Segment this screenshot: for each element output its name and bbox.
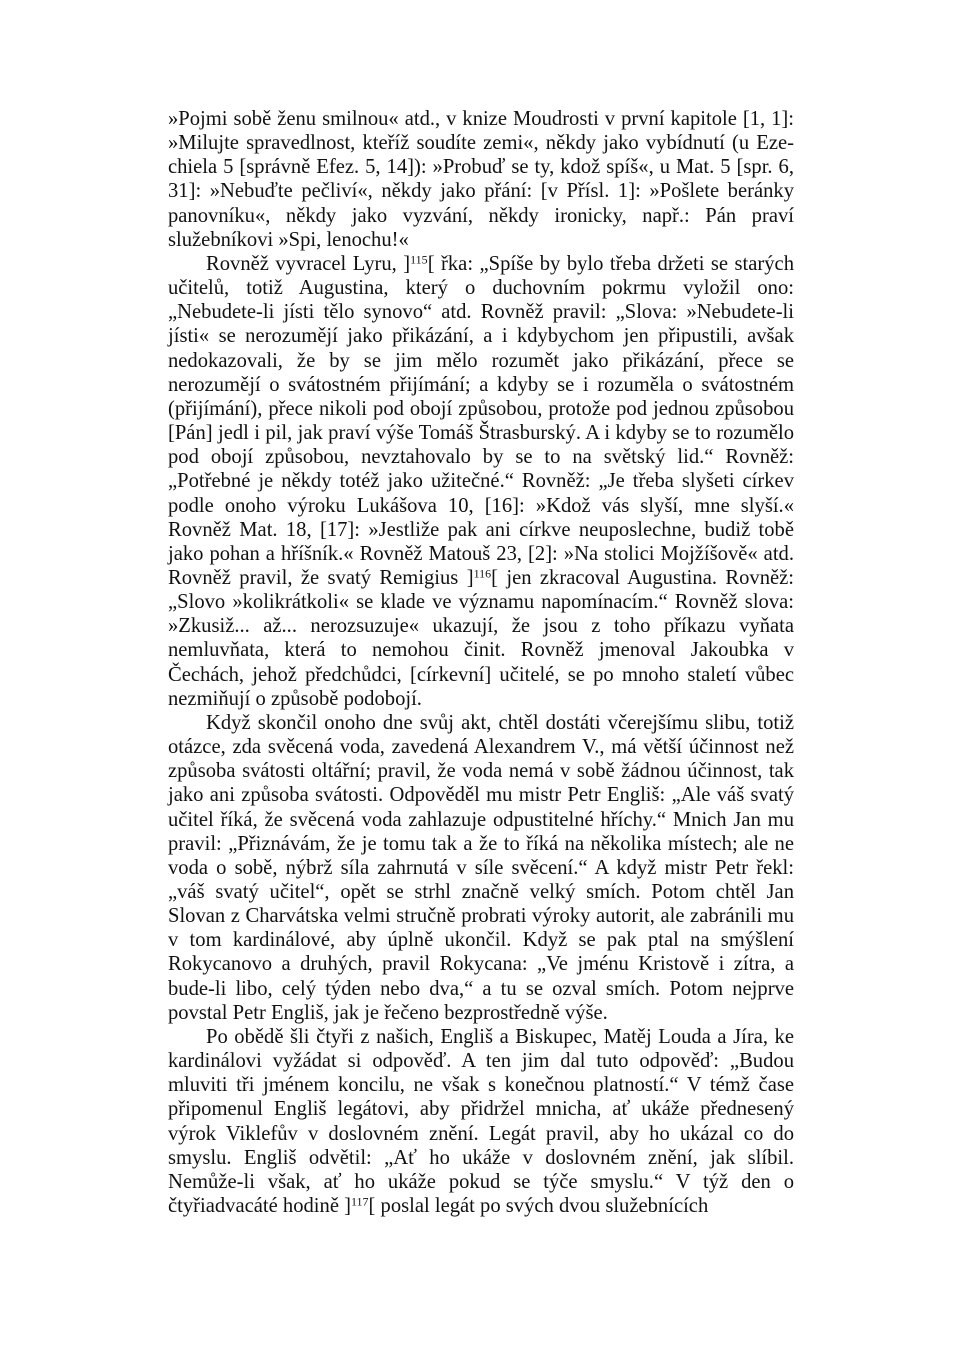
- text-segment: [ řka: „Spíše by bylo třeba držeti se starých učitelů, totiž Augustina, který o duchovním pokrmu vyložil ono: „Nebudete-li jísti tělo synovo“ atd. Rovněž pravil: „Slova: »Nebudete-li jísti« se nerozumějí jako přikázání, a i kdybychom jen připustili, avšak nedokazovali, že by se jim mělo rozumět jako přikázání, přece se nerozumějí o svátostném přijímání; a kdyby se i rozuměla o svátostném (přijímání), přece nikoli pod obojí způsobou, protože pod jednou způsobou [Pán] jedl i pil, jak praví výše Tomáš Štrasburský. A i kdyby se to rozumělo pod obojí způsobou, nevztahovalo by se to na světský lid.“ Rovněž: „Potřebné je někdy totéž jako užitečné.“ Rovněž: „Je třeba slyšeti církev podle onoho výroku Lukášova 10, [16]: »Kdož vás slyší, mne slyší.« Rovněž Mat. 18, [17]: »Jestliže pak ani církve neuposlechne, budiž tobě jako pohan a hříšník.« Rovněž Matouš 23, [2]: »Na stolici Mojžíšově« atd. Rovněž pravil, že svatý Remigius ]: [168, 252, 794, 589]
- text-segment: [ jen zkracoval Augustina. Rovněž: „Slovo »kolikrátkoli« se klade ve významu napomínacím.“ Rovněž slova: »Zkusiž... až... nerozsuzuje« ukazují, že jsou z toho příkazu vyňata nemluvňata, která to nemohou činit. Rovněž jmenoval Jakoubka v Čechách, jehož předchůdci, [církevní] učitelé, se po mnoho staletí vůbec nezmiňují o způsobě podobojí.: [168, 566, 794, 710]
- text-segment: »Pojmi sobě ženu smilnou« atd., v knize Moudrosti v první kapitole [1, 1]: »Milujte spravedlnost, kteříž soudíte zemi«, někdy jako vybídnutí (u Ezechiela 5 [správně Efez. 5, 14]): »Probuď se ty, kdož spíš«, u Mat. 5 [spr. 6, 31]: »Nebuďte pečliví«, někdy jako přání: [v Přísl. 1]: »Pošlete beránky panovníku«, někdy jako vyzvání, někdy ironicky, např.: Pán praví služebníkovi »Spi, lenochu!«: [168, 108, 794, 251]
- page-marker-116: 116: [473, 566, 492, 581]
- page-marker-117: 117: [350, 1194, 369, 1209]
- text-segment: Když skončil onoho dne svůj akt, chtěl dostáti včerejšímu slibu, totiž otázce, zda svěcená voda, zavedená Alexandrem V., má větší účinnost než způsoba svátosti oltářní; pravil, že voda nemá v sobě žádnou účinnost, tak jako ani způsoba svátosti. Odpověděl mu mistr Petr Engliš: „Ale váš svatý učitel říká, že svěcená voda zahlazuje odpustitelné hříchy.“ Mnich Jan mu pravil: „Přiznávám, že je tomu tak a že to říká na několika místech; ale ne voda o sobě, nýbrž síla zahrnutá v síle svěcení.“ A když mistr Petr řekl: „váš svatý učitel“, opět se strhl značně velký smích. Potom chtěl Jan Slovan z Charvátska velmi stručně probrati výroky autorit, ale zabránili mu v tom kardinálové, aby úplně ukončil. Když se pak ptal na smýšlení Rokycanovo a druhých, pravil Rokycana: „Ve jménu Kristově i zítra, a bude-li libo, celý týden nebo dva,“ a tu se ozval smích. Potom nejprve povstal Petr Engliš, jak je řečeno bezprostředně výše.: [168, 711, 794, 1024]
- paragraph-4: [168, 1025, 794, 1218]
- page-marker-115: 115: [410, 252, 428, 267]
- text-segment: Po obědě šli čtyři z našich, Engliš a Biskupec, Matěj Louda a Jíra, ke kardinálovi vyžádat si odpověď. A ten jim dal tuto odpověď: „Budou mluviti tři jménem koncilu, ne však s konečnou platností.“ V témž čase připomenul Engliš legátovi, aby přidržel mnicha, ať ukáže přednesený výrok Viklefův v doslovném znění. Legát pravil, aby ho ukázal co do smyslu. Engliš odvětil: „Ať ho ukáže v doslovném znění, jak slíbil. Nemůže-li však, ať ho ukáže pokud se týče smyslu.“ V týž den o čtyřiadvacáté hodině ]: [168, 1025, 794, 1218]
- paragraph-1: [168, 107, 794, 252]
- text-segment: [ poslal legát po svých dvou služebnících: [368, 1195, 709, 1218]
- page-text-block: [168, 107, 794, 1218]
- text-segment: Rovněž vyvracel Lyru, ]: [206, 252, 411, 275]
- paragraph-3: [168, 711, 794, 1025]
- paragraph-2: [168, 252, 794, 711]
